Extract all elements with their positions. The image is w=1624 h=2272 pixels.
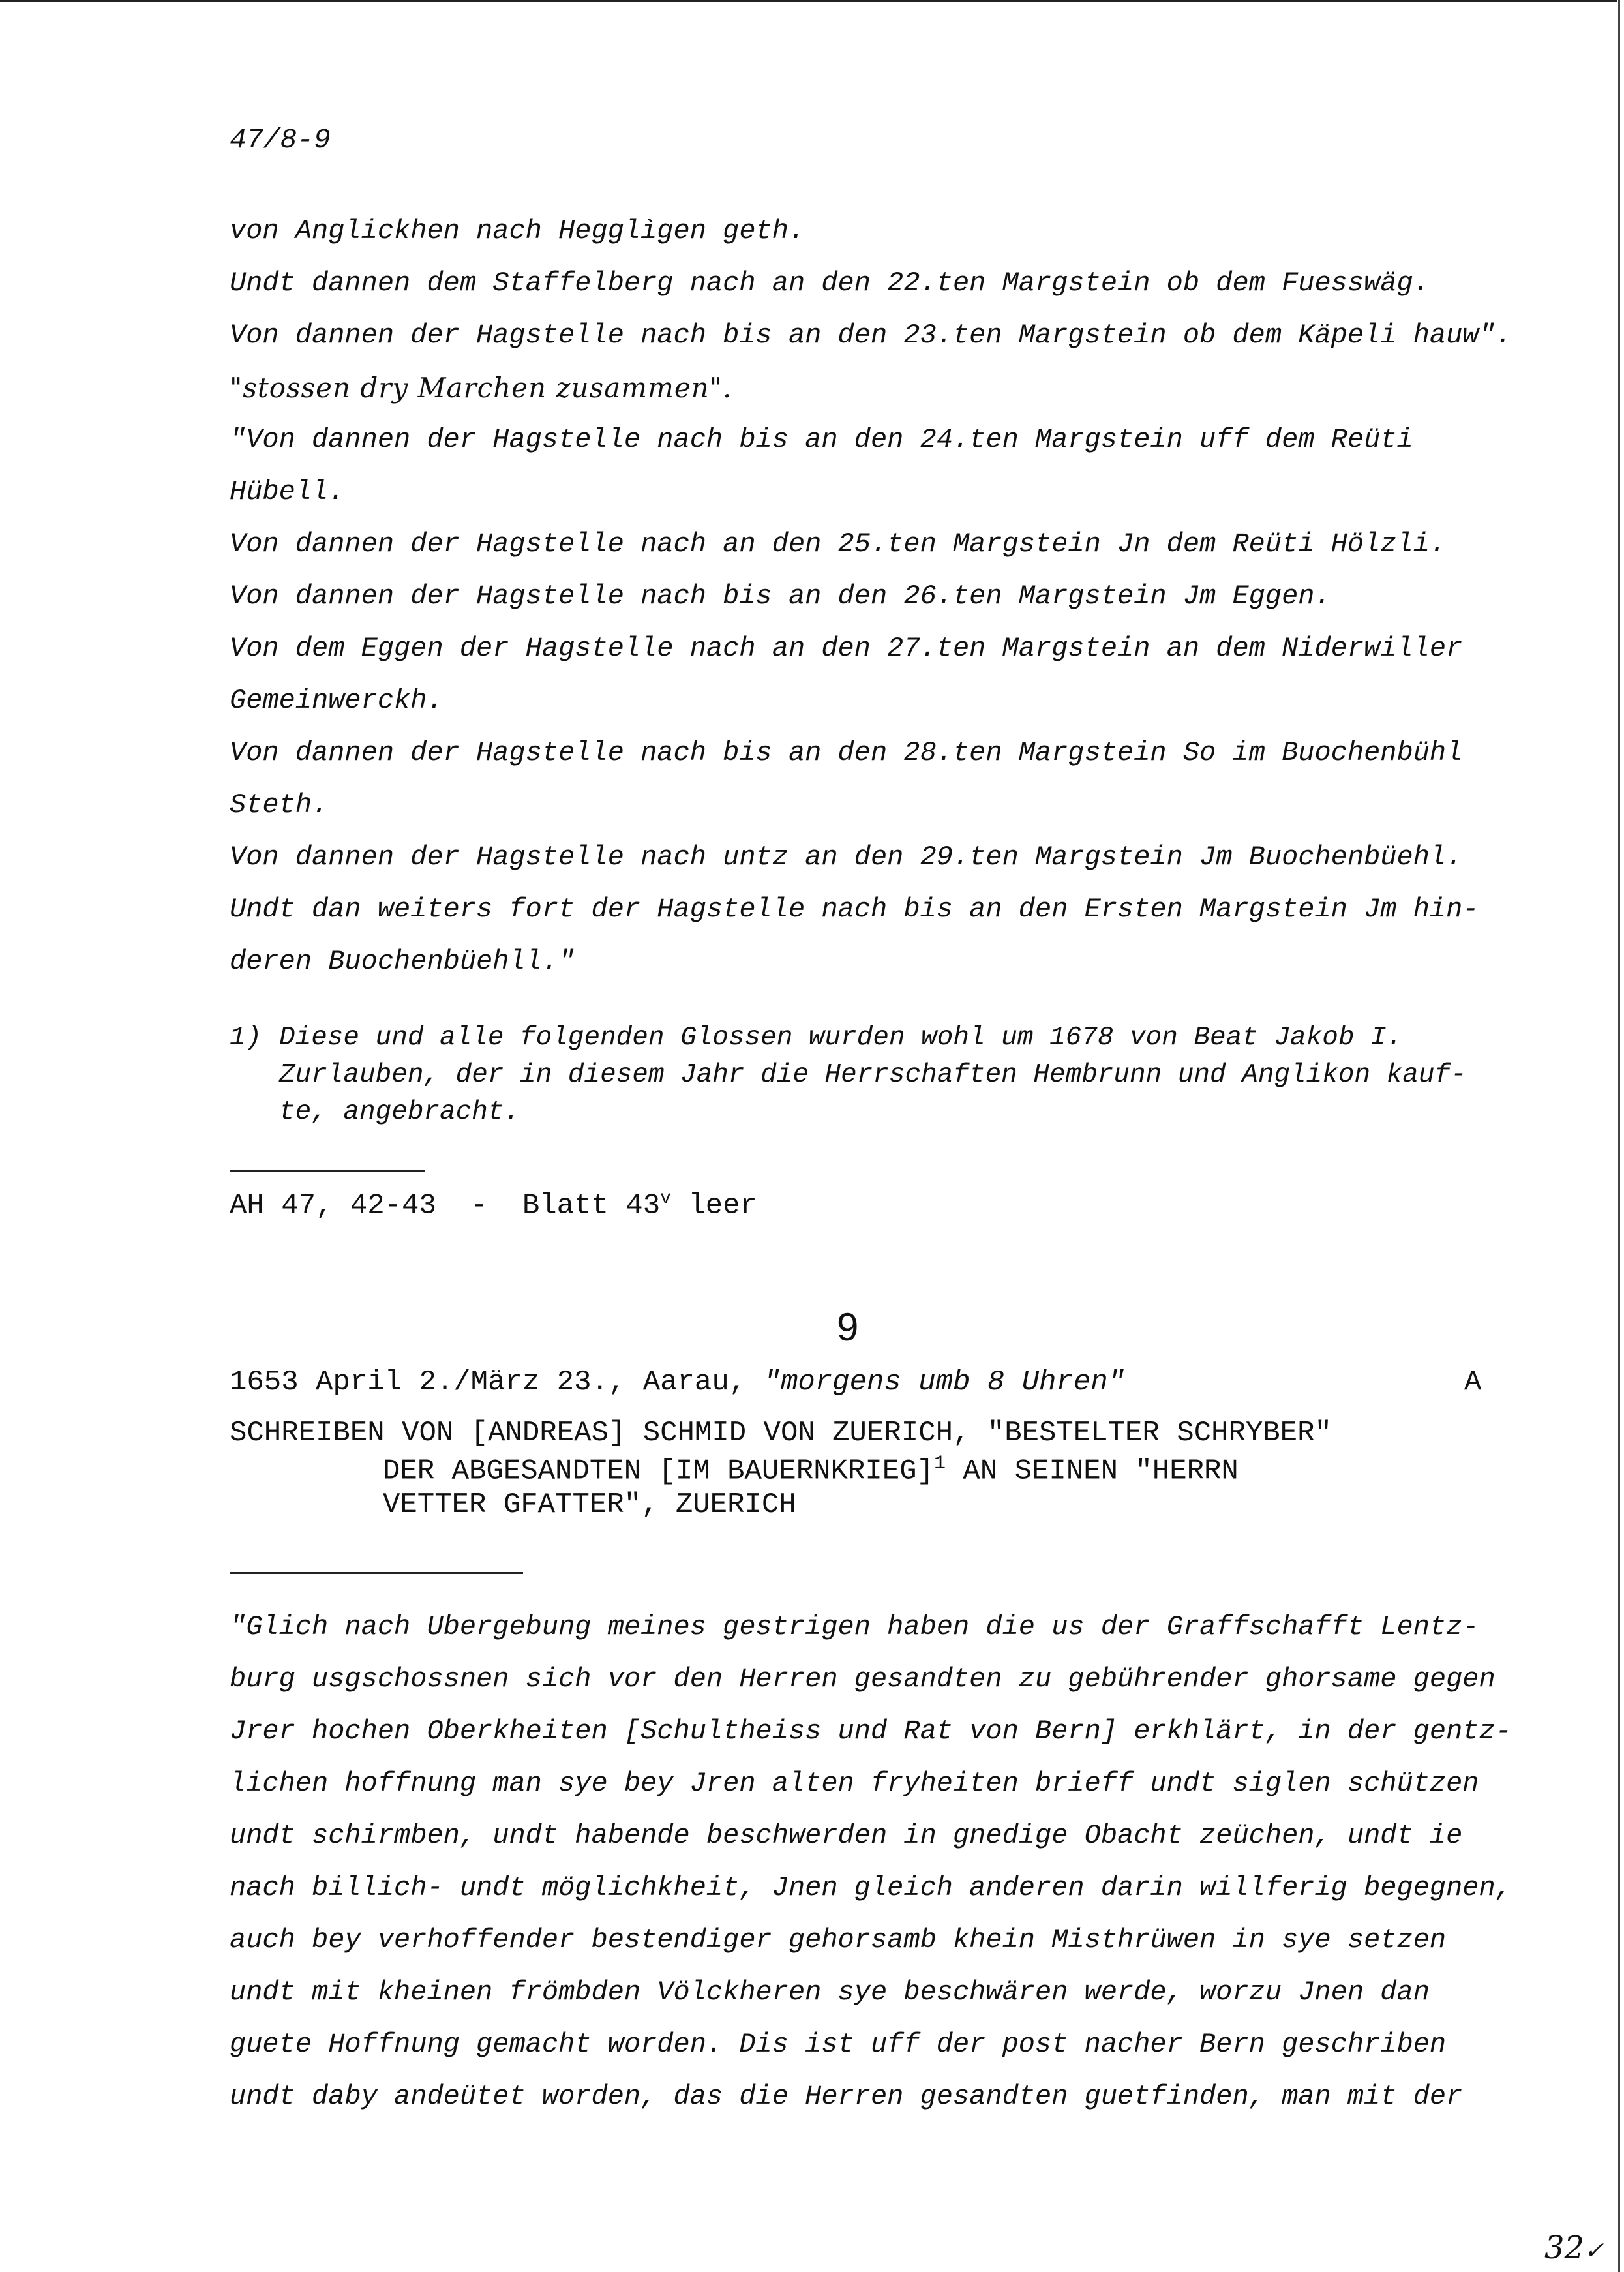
source-reference [230, 1189, 757, 1222]
body-line: auch bey verhoffender bestendiger gehorsamb khein Misthrüwen in sye setzen [230, 1924, 1447, 1956]
body-line: undt schirmben, undt habende beschwerden in gnedige Obacht zeüchen, undt ie [230, 1820, 1463, 1851]
dateline [230, 1366, 1482, 1399]
heading-line: VETTER GFATTER", ZUERICH [383, 1489, 796, 1521]
heading-line2-pre: DER ABGESANDTEN [IM BAUERNKRIEG] [383, 1455, 934, 1488]
body-line: guete Hoffnung gemacht worden. Dis ist uff der post nacher Bern geschriben [230, 2029, 1447, 2060]
prev-text-line-handwritten: "stossen dry Marchen zusammen". [230, 372, 732, 404]
body-line: "Glich nach Ubergebung meines gestrigen haben die us der Graffschafft Lentz- [230, 1611, 1479, 1643]
heading-line: SCHREIBEN VON [ANDREAS] SCHMID VON ZUERICH, "BESTELTER SCHRYBER" [230, 1417, 1332, 1449]
top-border [0, 0, 1617, 2]
heading-footnote-ref: 1 [933, 1453, 946, 1475]
folio-number: 47/8-9 [230, 124, 331, 156]
source-ref-verso: v [660, 1189, 671, 1209]
prev-text-line: von Anglickhen nach Hegglìgen geth. [230, 215, 805, 247]
footnote-line: Zurlauben, der in diesem Jahr die Herrschaften Hembrunn und Anglikon kauf- [279, 1060, 1467, 1090]
body-line: Jrer hochen Oberkheiten [Schultheiss und Rat von Bern] erkhlärt, in der gentz- [230, 1716, 1512, 1747]
checkmark-icon: ✓ [1584, 2237, 1604, 2264]
prev-text-line: Undt dan weiters fort der Hagstelle nach bis an den Ersten Margstein Jm hin- [230, 894, 1479, 925]
prev-text-line: Gemeinwerckh. [230, 685, 444, 716]
dateline-letter: A [1464, 1366, 1482, 1399]
body-line: burg usgschossnen sich vor den Herren gesandten zu gebührender ghorsame gegen [230, 1663, 1496, 1695]
body-line: undt daby andeütet worden, das die Herren gesandten guetfinden, man mit der [230, 2081, 1463, 2112]
document-number: 9 [837, 1305, 859, 1349]
prev-text-line: Von dannen der Hagstelle nach bis an den 26.ten Margstein Jm Eggen. [230, 581, 1331, 612]
body-line: lichen hoffnung man sye bey Jren alten fryheiten brieff undt siglen schützen [230, 1768, 1479, 1799]
prev-text-line: Von dannen der Hagstelle nach untz an den 29.ten Margstein Jm Buochenbüehl. [230, 841, 1463, 873]
source-ref-tail: leer [670, 1189, 757, 1222]
heading-line [383, 1453, 1239, 1488]
footnote-marker: 1) [230, 1023, 262, 1053]
footnote-line: Diese und alle folgenden Glossen wurden wohl um 1678 von Beat Jakob I. [279, 1023, 1403, 1053]
prev-text-line: Hübell. [230, 476, 345, 507]
archive-stamp-number: 32 [1544, 2230, 1585, 2266]
prev-text-line: Von dannen der Hagstelle nach bis an den 28.ten Margstein So im Buochenbühl [230, 737, 1463, 768]
prev-text-line: Steth. [230, 789, 329, 821]
archive-stamp [1544, 2230, 1604, 2266]
footnote-rule [230, 1170, 425, 1172]
prev-text-line: "Von dannen der Hagstelle nach bis an den 24.ten Margstein uff dem Reüti [230, 424, 1413, 455]
prev-text-line: Von dannen der Hagstelle nach an den 25.ten Margstein Jn dem Reüti Hölzli. [230, 528, 1447, 560]
prev-text-line: Undt dannen dem Staffelberg nach an den 22.ten Margstein ob dem Fuesswäg. [230, 267, 1430, 299]
heading-rule [230, 1572, 523, 1574]
dateline-date: 1653 April 2./März 23., Aarau, [230, 1366, 764, 1399]
prev-text-line: Von dem Eggen der Hagstelle nach an den 27.ten Margstein an dem Niderwiller [230, 633, 1463, 664]
source-ref-text: AH 47, 42-43 - Blatt 43 [230, 1189, 661, 1222]
footnote-line: te, angebracht. [279, 1097, 520, 1127]
prev-text-line: deren Buochenbüehll." [230, 946, 575, 977]
body-line: nach billich- undt möglichkheit, Jnen gleich anderen darin willferig begegnen, [230, 1872, 1512, 1903]
right-border [1618, 0, 1620, 2272]
heading-line2-post: AN SEINEN "HERRN [945, 1455, 1239, 1488]
body-line: undt mit kheinen frömbden Völckheren sye beschwären werde, worzu Jnen dan [230, 1977, 1430, 2008]
prev-text-line: Von dannen der Hagstelle nach bis an den 23.ten Margstein ob dem Käpeli hauw". [230, 320, 1512, 351]
dateline-time: "morgens umb 8 Uhren" [763, 1366, 1126, 1399]
